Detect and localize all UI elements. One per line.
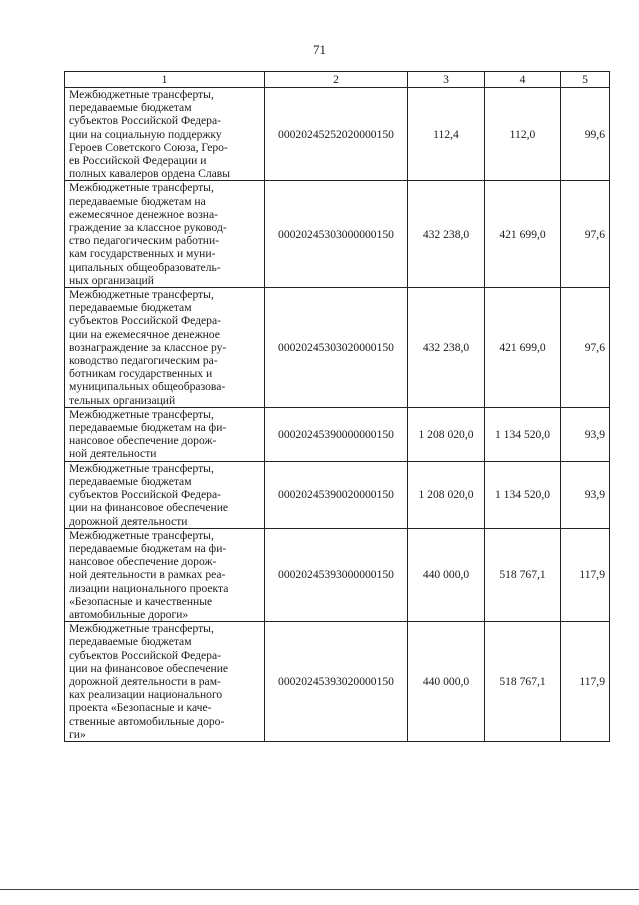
- row-name-line: Межбюджетные трансферты,: [69, 288, 214, 302]
- row-name-line: ции на социальную поддержку: [69, 127, 222, 141]
- row-name-line: полных кавалеров ордена Славы: [69, 167, 231, 181]
- row-name-cell: [65, 181, 265, 288]
- row-name-line: ной деятельности в рамках реа-: [69, 568, 226, 582]
- row-name-line: ции на финансовое обеспечение: [69, 661, 229, 675]
- row-name-line: граждение за классное руковод-: [69, 221, 227, 235]
- row-fact-cell: 421 699,0: [485, 181, 561, 288]
- column-header-name: 1: [65, 72, 265, 88]
- row-name-line: кам государственных и муни-: [69, 247, 216, 261]
- row-name-line: ководство педагогическим ра-: [69, 354, 218, 368]
- row-fact-cell: 1 134 520,0: [485, 461, 561, 528]
- table-body: [65, 88, 610, 742]
- row-name-line: ботникам государственных и: [69, 367, 213, 381]
- row-name-line: передаваемые бюджетам на фи-: [69, 421, 227, 435]
- row-name-line: передаваемые бюджетам на: [69, 194, 206, 208]
- row-name-line: нансовое обеспечение дорож-: [69, 434, 217, 448]
- row-name-line: Межбюджетные трансферты,: [69, 181, 214, 195]
- row-name-cell: [65, 461, 265, 528]
- row-code-cell: 00020245390000000150: [265, 407, 408, 461]
- column-header-fact: 4: [485, 72, 561, 88]
- row-name-line: нансовое обеспечение дорож-: [69, 555, 217, 569]
- row-code-cell: 00020245303020000150: [265, 288, 408, 408]
- row-percent-cell: 99,6: [561, 88, 610, 181]
- row-fact-cell: 112,0: [485, 88, 561, 181]
- row-plan-cell: 112,4: [408, 88, 485, 181]
- row-code-cell: 00020245303000000150: [265, 181, 408, 288]
- row-name-line: субъектов Российской Федера-: [69, 488, 221, 502]
- row-name-line: Межбюджетные трансферты,: [69, 528, 214, 542]
- table-row: [65, 622, 610, 742]
- row-percent-cell: 97,6: [561, 288, 610, 408]
- row-name-line: ной деятельности: [69, 447, 157, 461]
- row-percent-cell: 97,6: [561, 181, 610, 288]
- column-header-code: 2: [265, 72, 408, 88]
- row-name-line: Межбюджетные трансферты,: [69, 88, 214, 101]
- table-row: [65, 407, 610, 461]
- row-name-line: муниципальных общеобразова-: [69, 380, 226, 394]
- row-name-line: ев Российской Федерации и: [69, 154, 207, 168]
- table-row: [65, 88, 610, 181]
- row-percent-cell: 117,9: [561, 528, 610, 621]
- row-name-line: ции на финансовое обеспечение: [69, 501, 229, 515]
- row-name-line: вознаграждение за классное ру-: [69, 340, 227, 354]
- row-name-cell: [65, 622, 265, 742]
- row-name-line: субъектов Российской Федера-: [69, 648, 221, 662]
- row-name-line: ство педагогическим работни-: [69, 234, 220, 248]
- row-name-line: тельных организаций: [69, 393, 176, 407]
- row-name-line: автомобильные дороги»: [69, 607, 189, 621]
- column-header-plan: 3: [408, 72, 485, 88]
- row-name-cell: [65, 88, 265, 181]
- row-name-line: ципальных общеобразователь-: [69, 260, 221, 274]
- row-fact-cell: 518 767,1: [485, 622, 561, 742]
- row-name-line: субъектов Российской Федера-: [69, 114, 221, 128]
- budget-table: [64, 71, 610, 742]
- row-code-cell: 00020245390020000150: [265, 461, 408, 528]
- page-bottom-rule: [0, 889, 639, 890]
- row-name-line: Межбюджетные трансферты,: [69, 461, 214, 475]
- row-plan-cell: 440 000,0: [408, 528, 485, 621]
- row-name-line: передаваемые бюджетам на фи-: [69, 541, 227, 555]
- row-percent-cell: 117,9: [561, 622, 610, 742]
- row-plan-cell: 432 238,0: [408, 181, 485, 288]
- row-name-line: Героев Советского Союза, Геро-: [69, 140, 228, 154]
- row-name-line: субъектов Российской Федера-: [69, 314, 221, 328]
- row-code-cell: 00020245393000000150: [265, 528, 408, 621]
- row-plan-cell: 1 208 020,0: [408, 407, 485, 461]
- row-fact-cell: 1 134 520,0: [485, 407, 561, 461]
- row-percent-cell: 93,9: [561, 407, 610, 461]
- row-name-line: передаваемые бюджетам: [69, 474, 192, 488]
- row-name-line: ных организаций: [69, 273, 154, 287]
- row-name-line: передаваемые бюджетам: [69, 301, 192, 315]
- table-row: [65, 288, 610, 408]
- row-name-line: ках реализации национального: [69, 688, 223, 702]
- table-row: [65, 181, 610, 288]
- row-name-line: «Безопасные и качественные: [69, 594, 213, 608]
- row-name-cell: [65, 288, 265, 408]
- row-plan-cell: 432 238,0: [408, 288, 485, 408]
- row-code-cell: 00020245252020000150: [265, 88, 408, 181]
- table-row: [65, 461, 610, 528]
- row-name-line: дорожной деятельности в рам-: [69, 674, 221, 688]
- row-fact-cell: 421 699,0: [485, 288, 561, 408]
- row-code-cell: 00020245393020000150: [265, 622, 408, 742]
- row-name-line: ежемесячное денежное возна-: [69, 207, 218, 221]
- row-name-line: ственные автомобильные доро-: [69, 714, 225, 728]
- row-name-line: ции на ежемесячное денежное: [69, 327, 220, 341]
- row-name-line: Межбюджетные трансферты,: [69, 622, 214, 636]
- row-name-line: ги»: [69, 727, 86, 741]
- row-percent-cell: 93,9: [561, 461, 610, 528]
- row-name-cell: [65, 407, 265, 461]
- row-name-cell: [65, 528, 265, 621]
- row-fact-cell: 518 767,1: [485, 528, 561, 621]
- page-number: 71: [313, 42, 326, 57]
- row-name-line: лизации национального проекта: [69, 581, 229, 595]
- row-plan-cell: 1 208 020,0: [408, 461, 485, 528]
- row-name-line: передаваемые бюджетам: [69, 101, 192, 115]
- table-row: [65, 528, 610, 621]
- row-name-line: проекта «Безопасные и каче-: [69, 701, 212, 715]
- row-name-line: передаваемые бюджетам: [69, 635, 192, 649]
- table-header-row: [65, 72, 610, 88]
- row-name-line: Межбюджетные трансферты,: [69, 407, 214, 421]
- column-header-percent: 5: [561, 72, 610, 88]
- row-plan-cell: 440 000,0: [408, 622, 485, 742]
- row-name-line: дорожной деятельности: [69, 514, 188, 528]
